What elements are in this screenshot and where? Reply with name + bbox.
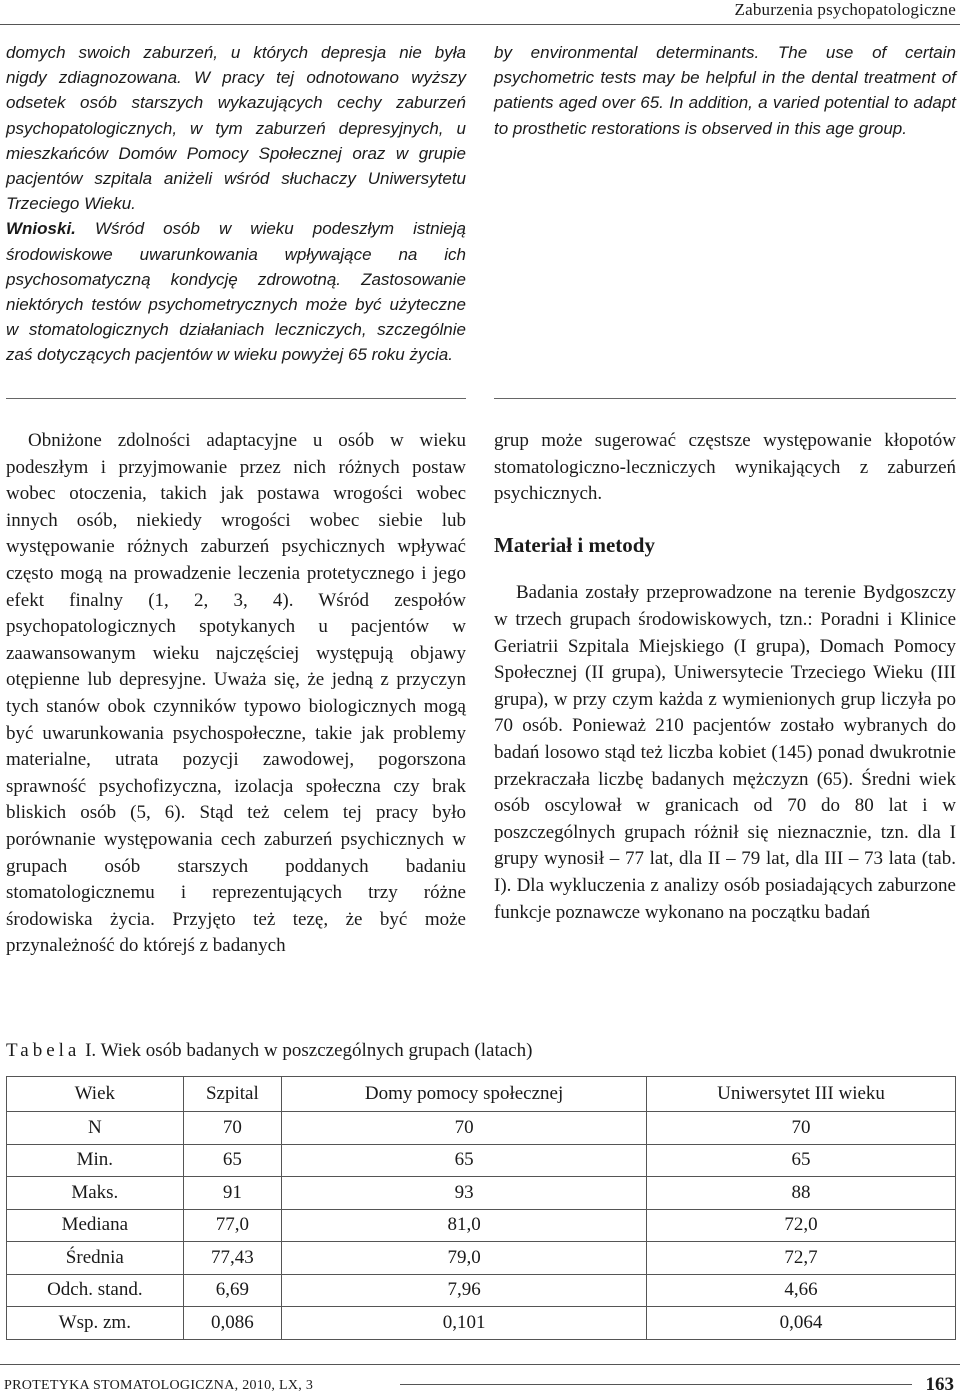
- table-cell: 70: [282, 1112, 647, 1145]
- table-cell: Mediana: [7, 1209, 184, 1242]
- table-row: [7, 1177, 956, 1210]
- abstract-english: [494, 40, 956, 141]
- table-cell: 77,0: [183, 1209, 281, 1242]
- table-row: [7, 1209, 956, 1242]
- table-cell: 91: [183, 1177, 281, 1210]
- table-cell: 4,66: [647, 1274, 956, 1307]
- conclusions-label: Wnioski.: [6, 219, 76, 239]
- table-cell: Min.: [7, 1144, 184, 1177]
- table-cell: 88: [647, 1177, 956, 1210]
- table-header-cell: Uniwersytet III wieku: [647, 1077, 956, 1112]
- table-header-cell: Szpital: [183, 1077, 281, 1112]
- table-cell: 72,0: [647, 1209, 956, 1242]
- page-number-rule: [400, 1384, 912, 1385]
- section-title-methods: Materiał i metody: [494, 532, 655, 557]
- table-row: [7, 1144, 956, 1177]
- table-cell: Średnia: [7, 1242, 184, 1275]
- abstract-polish-rule: [6, 398, 466, 399]
- methods-paragraph: Badania zostały przeprowadzone na terenie Bydgoszczy w trzech grupach środowiskowych, tzn.: Poradni i Klinice Geriatrii Szpitala Miejskiego (I grupa), Domach Pomocy Społecznej (II grupa), Uniwersytecie Trzeciego Wieku (III grupa), w przy czym każda z wymienionych grup liczyła po 70 osób. Ponieważ 210 pacjentów zostało wybranych do badań losowo stąd też liczba kobiet (145) ponad dwukrotnie przekraczała liczbę badanych mężczyzn (65). Średni wiek osób oscylował w granicach od 70 do 80 lat i w poszczególnych grupach różnił się nieznacznie, tzn. dla I grupy wynosił – 77 lat, dla II – 79 lat, dla III – 73 lata (tab. I). Dla wykluczenia z analizy osób posiadających zaburzone funkcje poznawcze wykonano na początku badań: [494, 582, 956, 923]
- body-column-right: [494, 428, 956, 926]
- table-cell: 72,7: [647, 1242, 956, 1275]
- abstract-english-rule: [494, 398, 956, 399]
- table-cell: 70: [183, 1112, 281, 1145]
- table-header-cell: Domy pomocy społecznej: [282, 1077, 647, 1112]
- table-cell: 70: [647, 1112, 956, 1145]
- table-caption: [6, 1040, 532, 1062]
- abstract-polish: [6, 40, 466, 368]
- table-cell: 65: [282, 1144, 647, 1177]
- intro-continuation: grup może sugerować częstsze występowanie kłopotów stomatologiczno-leczniczych wynikających z zaburzeń psychicznych.: [494, 430, 956, 505]
- table-cell: 0,064: [647, 1307, 956, 1340]
- abstract-polish-conclusions: [6, 216, 466, 367]
- conclusions-text: Wśród osób w wieku podeszłym istnieją środowiskowe uwarunkowania wpływające na ich psychosomatyczną kondycję zdrowotną. Zastosowanie niektórych testów psychometrycznych może być użyteczne w stomatologicznych działaniach leczniczych, szczególnie zaś dotyczących pacjentów w wieku powyżej 65 roku życia.: [6, 219, 466, 365]
- footer-rule: [0, 1364, 960, 1365]
- table-cell: 93: [282, 1177, 647, 1210]
- running-title: Zaburzenia psychopatologiczne: [734, 0, 956, 19]
- abstract-polish-line1: domych swoich zaburzeń, u których depresja nie była: [6, 43, 466, 62]
- page-number: 163: [925, 1374, 954, 1395]
- table-caption-label: Tabela: [6, 1040, 81, 1061]
- table-cell: 6,69: [183, 1274, 281, 1307]
- abstract-polish-text: nigdy zdiagnozowana. W pracy tej odnotowano wyższy odsetek osób starszych wykazujących cechy zaburzeń psychopatologicznych, w tym zaburzeń depresyjnych, u mieszkańców Domów Pomocy Społecznej oraz w grupie pacjentów szpitala aniżeli wśród słuchaczy Uniwersytetu Trzeciego Wieku.: [6, 68, 466, 214]
- intro-paragraph: Obniżone zdolności adaptacyjne u osób w wieku podeszłym i przyjmowanie przez nich różnych postaw wobec otoczenia, takich jak postawa wrogości wobec innych osób, niekiedy wrogości wobec siebie lub występowanie różnych zaburzeń psychicznych wpływać często mogą na prowadzenie leczenia protetycznego i jego efekt finalny (1, 2, 3, 4). Wśród zespołów psychopatologicznych spotykanych u pacjentów w zaawansowanym wieku najczęściej występują objawy otępienne lub depresyjne. Uważa się, że jedną z przyczyn tych stanów obok czynników typowo biologicznych mogą być uwarunkowania psychospołeczne, takie jak problemy materialne, utrata pozycji zawodowej, pogorszona sprawność psychofizyczna, izolacja społeczna czy brak bliskich osób (5, 6). Stąd też celem tej pracy było porównanie występowania cech zaburzeń psychicznych w grupach osób starszych poddanych badaniu stomatologicznemu i reprezentujących trzy różne środowiska życia. Przyjęto też tezę, że być może przynależność do którejś z badanych: [6, 430, 466, 957]
- table-header-row: [7, 1077, 956, 1112]
- body-column-left: [6, 428, 466, 960]
- table-header-cell: Wiek: [7, 1077, 184, 1112]
- table-row: [7, 1242, 956, 1275]
- table-row: [7, 1307, 956, 1340]
- abstract-english-text: by environmental determinants. The use of certain psychometric tests may be helpful in the dental treatment of patients aged over 65. In addition, a varied potential to adapt to prosthetic restorations is observed in this age group.: [494, 43, 956, 138]
- table-cell: 81,0: [282, 1209, 647, 1242]
- journal-reference: PROTETYKA STOMATOLOGICZNA, 2010, LX, 3: [4, 1378, 314, 1393]
- table-cell: Odch. stand.: [7, 1274, 184, 1307]
- table-row: [7, 1274, 956, 1307]
- table-cell: Wsp. zm.: [7, 1307, 184, 1340]
- table-cell: 7,96: [282, 1274, 647, 1307]
- age-table: [6, 1076, 956, 1340]
- header-rule: [0, 24, 960, 25]
- table-cell: 0,101: [282, 1307, 647, 1340]
- table-cell: 77,43: [183, 1242, 281, 1275]
- table-row: [7, 1112, 956, 1145]
- table-cell: 79,0: [282, 1242, 647, 1275]
- table-caption-text: I. Wiek osób badanych w poszczególnych grupach (latach): [80, 1040, 533, 1061]
- table-cell: N: [7, 1112, 184, 1145]
- table-cell: 0,086: [183, 1307, 281, 1340]
- table-cell: 65: [647, 1144, 956, 1177]
- table-cell: Maks.: [7, 1177, 184, 1210]
- table-cell: 65: [183, 1144, 281, 1177]
